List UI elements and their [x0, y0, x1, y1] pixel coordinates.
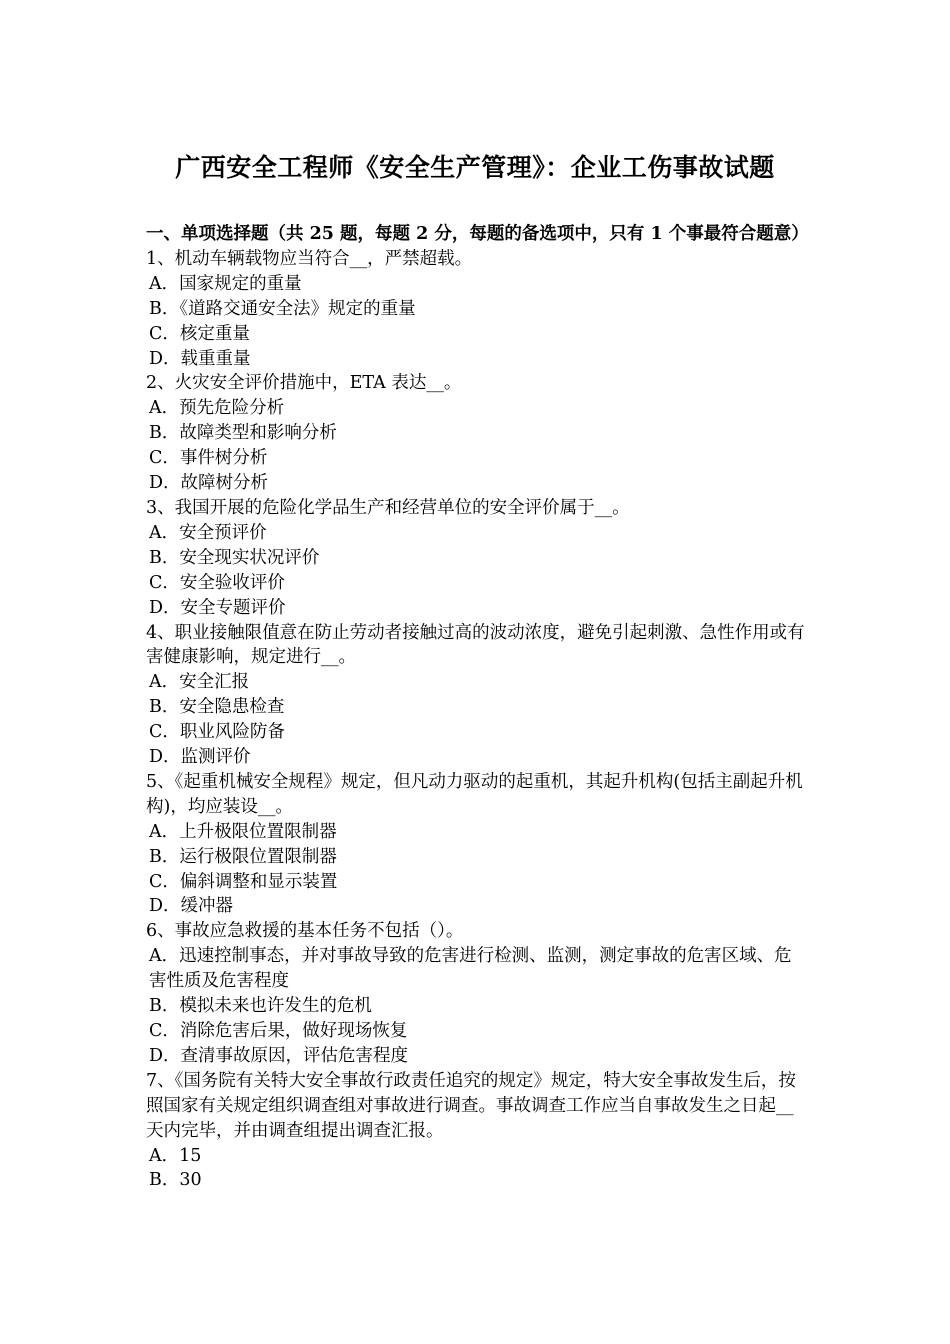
answer-option: D．载重重量 — [149, 348, 251, 369]
section-heading: 一、单项选择题（共 25 题，每题 2 分，每题的备选项中，只有 1 个事最符合题意） — [146, 224, 809, 244]
answer-option: D．监测评价 — [149, 747, 251, 768]
answer-option: D．故障树分析 — [149, 473, 269, 494]
answer-option: A．安全汇报 — [149, 672, 250, 693]
question-block — [146, 770, 808, 919]
question-block — [146, 247, 808, 372]
answer-option: B．30 — [149, 1170, 202, 1191]
question-text: 6、事故应急救援的基本任务不包括（）。 — [146, 921, 464, 942]
answer-option: B．故障类型和影响分析 — [149, 423, 337, 444]
question-block — [146, 919, 808, 1068]
question-text: 3、我国开展的危险化学品生产和经营单位的安全评价属于__。 — [146, 497, 630, 518]
answer-option: C．职业风险防备 — [149, 722, 285, 743]
answer-option: A．上升极限位置限制器 — [149, 821, 337, 842]
document-title: 广西安全工程师《安全生产管理》：企业工伤事故试题 — [175, 153, 775, 182]
answer-option: A．15 — [149, 1145, 202, 1166]
answer-option: B．安全隐患检查 — [149, 697, 285, 718]
question-text: 5、《起重机械安全规程》规定，但凡动力驱动的起重机，其起升机构(包括主副起升机构)，均应装设__。 — [146, 771, 803, 817]
answer-option: B．安全现实状况评价 — [149, 547, 320, 568]
answer-option: D．安全专题评价 — [149, 597, 286, 618]
answer-option: A．迅速控制事态，并对事故导致的危害进行检测、监测，测定事故的危害区域、危害性质及危害程度 — [149, 946, 792, 992]
question-block — [146, 371, 808, 496]
answer-option: D．查清事故原因，评估危害程度 — [149, 1045, 409, 1066]
answer-option: C．安全验收评价 — [149, 572, 285, 593]
answer-option: A．国家规定的重量 — [149, 273, 302, 294]
question-text: 7、《国务院有关特大安全事故行政责任追究的规定》规定，特大安全事故发生后，按照国家有关规定组织调查组对事故进行调查。事故调查工作应当自事故发生之日起__天内完毕，并由调查组提出调查汇报。 — [146, 1070, 796, 1141]
question-text: 1、机动车辆载物应当符合__，严禁超载。 — [146, 248, 473, 269]
answer-option: D．缓冲器 — [149, 896, 234, 917]
answer-option: B．《道路交通安全法》规定的重量 — [149, 298, 416, 319]
document-body — [146, 222, 808, 1193]
answer-option: A．预先危险分析 — [149, 398, 285, 419]
answer-option: B．模拟未来也许发生的危机 — [149, 996, 372, 1017]
question-block — [146, 1069, 808, 1194]
question-block — [146, 496, 808, 621]
question-text: 2、火灾安全评价措施中，ETA 表达__。 — [146, 373, 462, 394]
question-text: 4、职业接触限值意在防止劳动者接触过高的波动浓度，避免引起刺激、急性作用或有害健康影响，规定进行__。 — [146, 622, 805, 668]
answer-option: C．消除危害后果，做好现场恢复 — [149, 1021, 408, 1041]
answer-option: C．偏斜调整和显示装置 — [149, 871, 338, 892]
answer-option: C．核定重量 — [149, 323, 250, 344]
answer-option: B．运行极限位置限制器 — [149, 846, 337, 867]
question-block — [146, 621, 808, 770]
answer-option: A．安全预评价 — [149, 522, 267, 543]
answer-option: C．事件树分析 — [149, 448, 268, 469]
